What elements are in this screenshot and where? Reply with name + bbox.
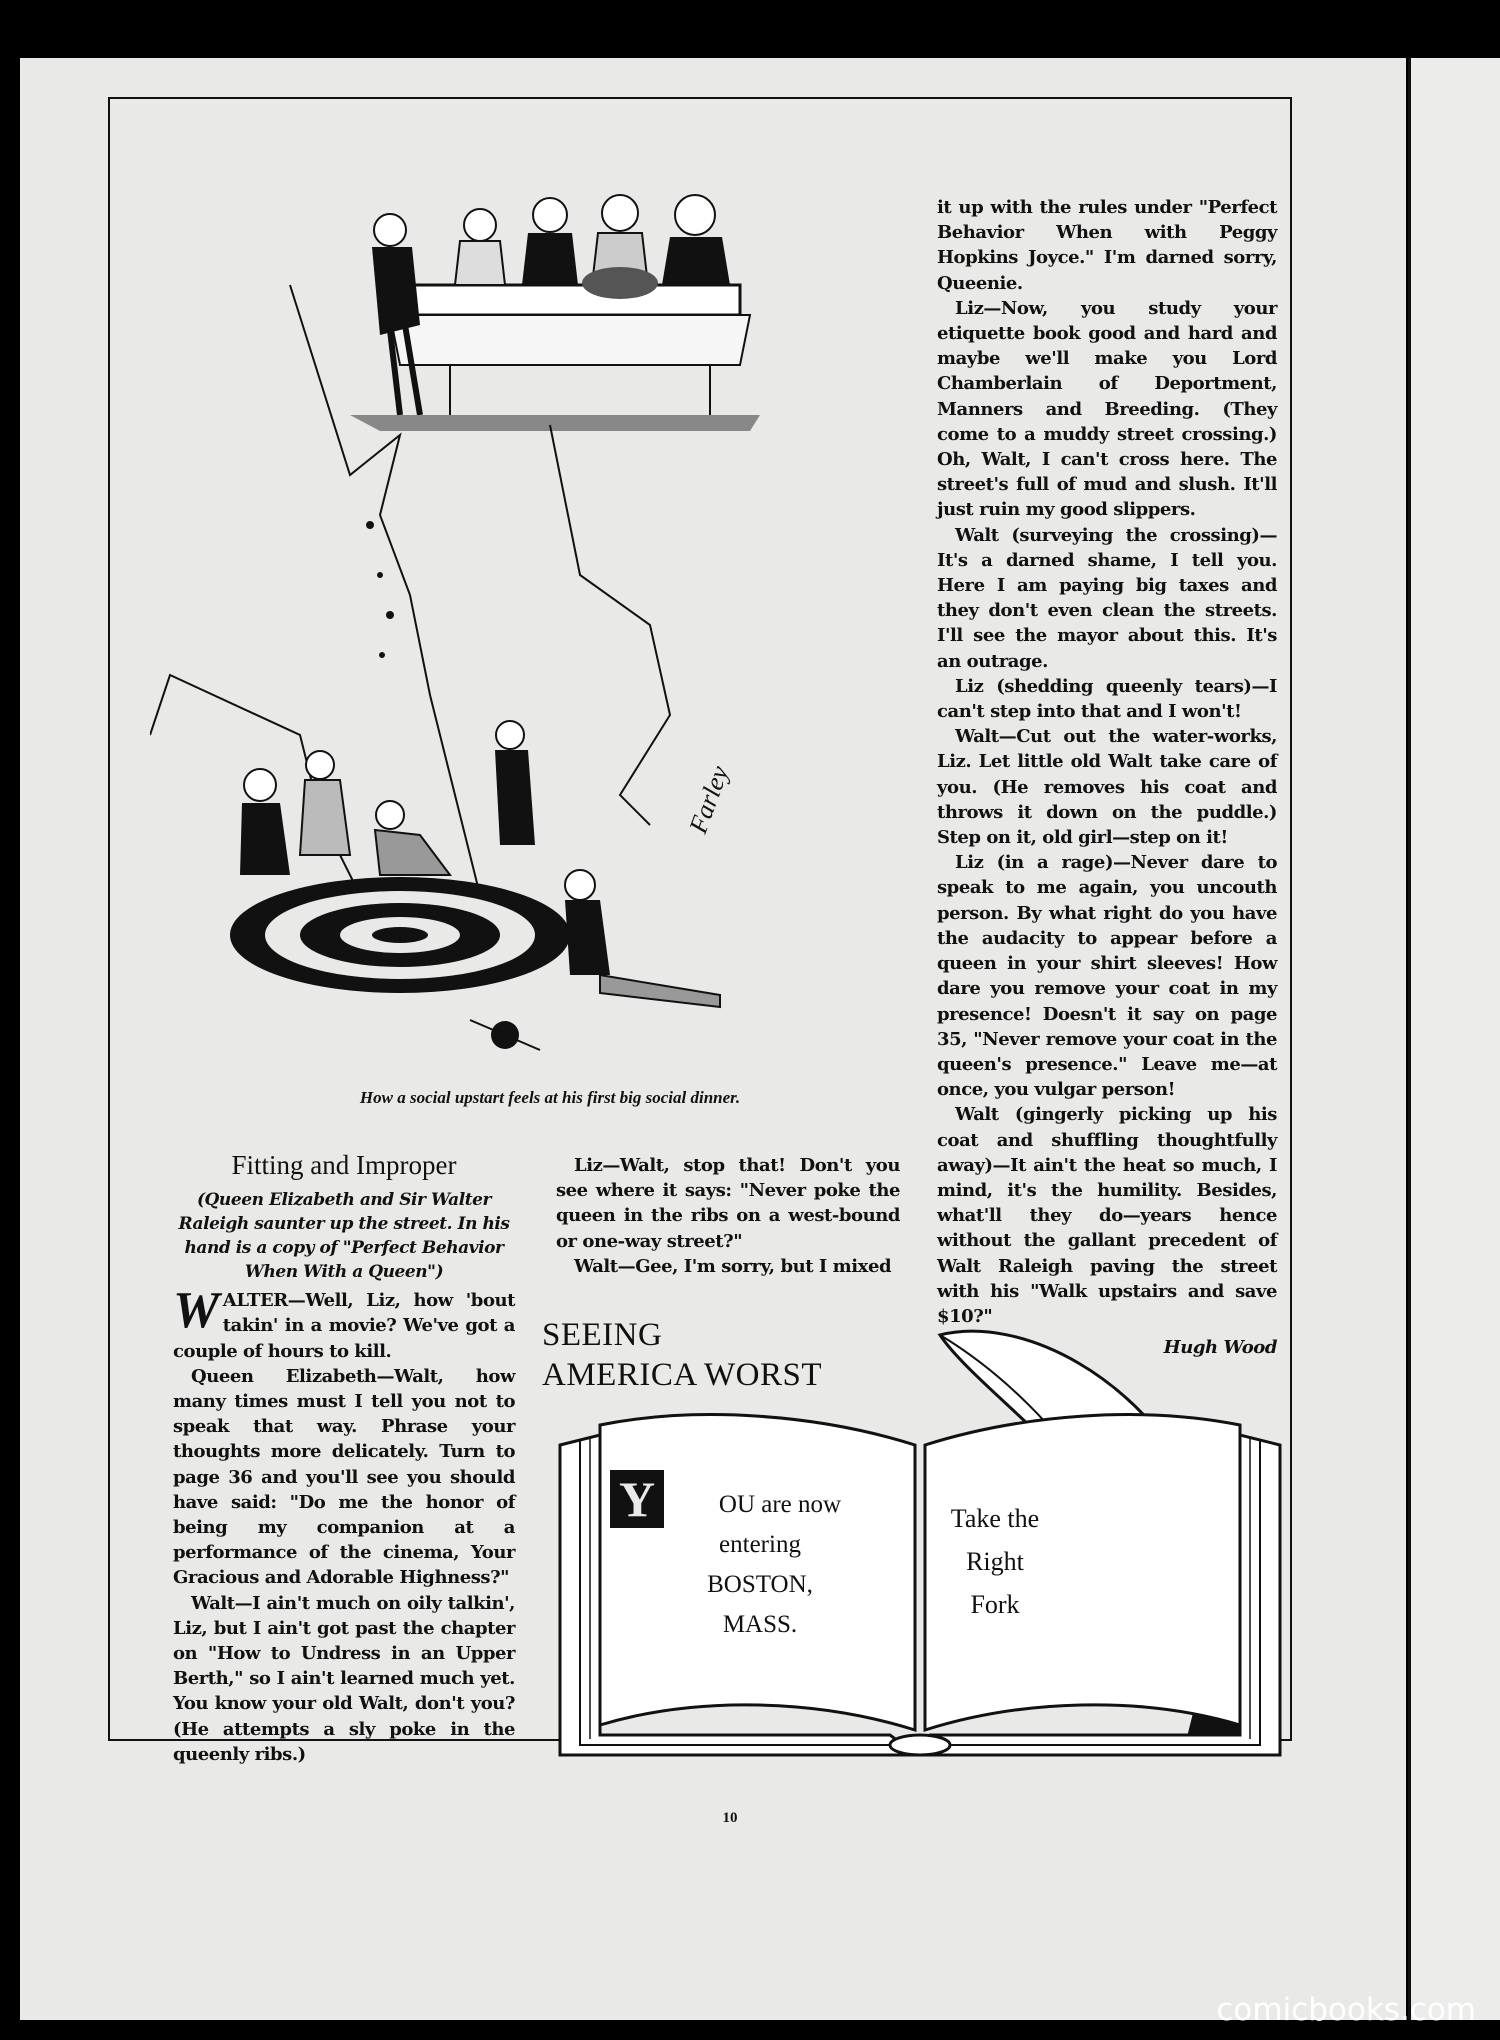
source-watermark: comicbooks.com <box>1216 1992 1476 2028</box>
illuminated-initial: Y <box>610 1470 664 1528</box>
article-paragraph: Walt—Cut out the water-works, Liz. Let little old Walt take care of you. (He removes his coat and throws it down on the puddle.) Step on it, old girl—step on it! <box>937 726 1277 849</box>
cartoon-title: SEEING AMERICA WORST <box>542 1317 823 1393</box>
adjacent-page-edge <box>1408 58 1500 2020</box>
byline: Hugh Wood <box>1163 1337 1277 1359</box>
article-headline: Fitting and Improper <box>231 1150 457 1180</box>
article-paragraph: Liz—Now, you study your etiquette book good and hard and maybe we'll make you Lord Chamberlain of Deportment, Manners and Breeding. (They come to a muddy street crossing.) Oh, Walt, I can't cross here. The street's full of mud and slush. It'll just ruin my good slippers. <box>937 297 1277 521</box>
article-paragraph: Walt (gingerly picking up his coat and shuffling thoughtfully away)—It ain't the heat so much, I mind, it's the humility. Besides, what'll they do—years hence without the gallant precedent of Walt Raleigh paving the street with his "Walk upstairs and save $10?" <box>937 1104 1277 1327</box>
article-paragraph: Walt—Gee, I'm sorry, but I mixed <box>574 1255 892 1277</box>
dinner-cartoon-illustration <box>150 175 800 1095</box>
book-left-page-text: OU are now entering BOSTON, MASS. <box>707 1491 842 1638</box>
article-paragraph: Liz (in a rage)—Never dare to speak to me again, you uncouth person. By what right do you have the audacity to appear before a queen in your shirt sleeves! How dare you remove your coat in my presence! Doesn't it say on page 35, "Never remove your coat in the queen's presence." Leave me—at once, you vulgar person! <box>937 852 1277 1101</box>
drop-cap: W <box>173 1282 219 1340</box>
article-column-middle <box>556 1153 900 1279</box>
artist-signature: Farley <box>683 762 735 838</box>
book-right-page-text: Take the Right Fork <box>950 1504 1040 1619</box>
article-paragraph: Queen Elizabeth—Walt, how many times must I tell you not to speak that way. Phrase your thoughts more delicately. Turn to page 36 and you'll see you should have said: "Do me the honor of being my companion at a performance of the cinema, Your Gracious and Adorable Highness?" <box>173 1365 515 1589</box>
stage-direction: (Queen Elizabeth and Sir Walter Raleigh saunter up the street. In his hand is a copy of "Perfect Behavior When With a Queen") <box>178 1190 510 1283</box>
article-paragraph: Walt—I ain't much on oily talkin', Liz, but I ain't got past the chapter on "How to Undress in an Upper Berth," so I ain't learned much yet. You know your old Walt, don't you? (He attempts a sly poke in the queenly ribs.) <box>173 1592 515 1765</box>
page-number: 10 <box>722 1810 738 1826</box>
article-column-left <box>173 1150 515 1767</box>
article-paragraph: Walt (surveying the crossing)—It's a darned shame, I tell you. Here I am paying big taxes and they don't even clean the streets. I'll see the mayor about this. It's an outrage. <box>937 524 1277 672</box>
article-column-right <box>937 195 1277 1360</box>
article-paragraph: Liz (shedding queenly tears)—I can't step into that and I won't! <box>937 675 1277 723</box>
illustration-caption: How a social upstart feels at his first big social dinner. <box>359 1088 741 1107</box>
article-paragraph: WALTER—Well, Liz, how 'bout takin' in a movie? We've got a couple of hours to kill. <box>173 1282 515 1362</box>
article-paragraph: Liz—Walt, stop that! Don't you see where it says: "Never poke the queen in the ribs on a west-bound or one-way street?" <box>556 1155 900 1252</box>
article-paragraph: it up with the rules under "Perfect Behavior When with Peggy Hopkins Joyce." I'm darned sorry, Queenie. <box>937 197 1277 294</box>
